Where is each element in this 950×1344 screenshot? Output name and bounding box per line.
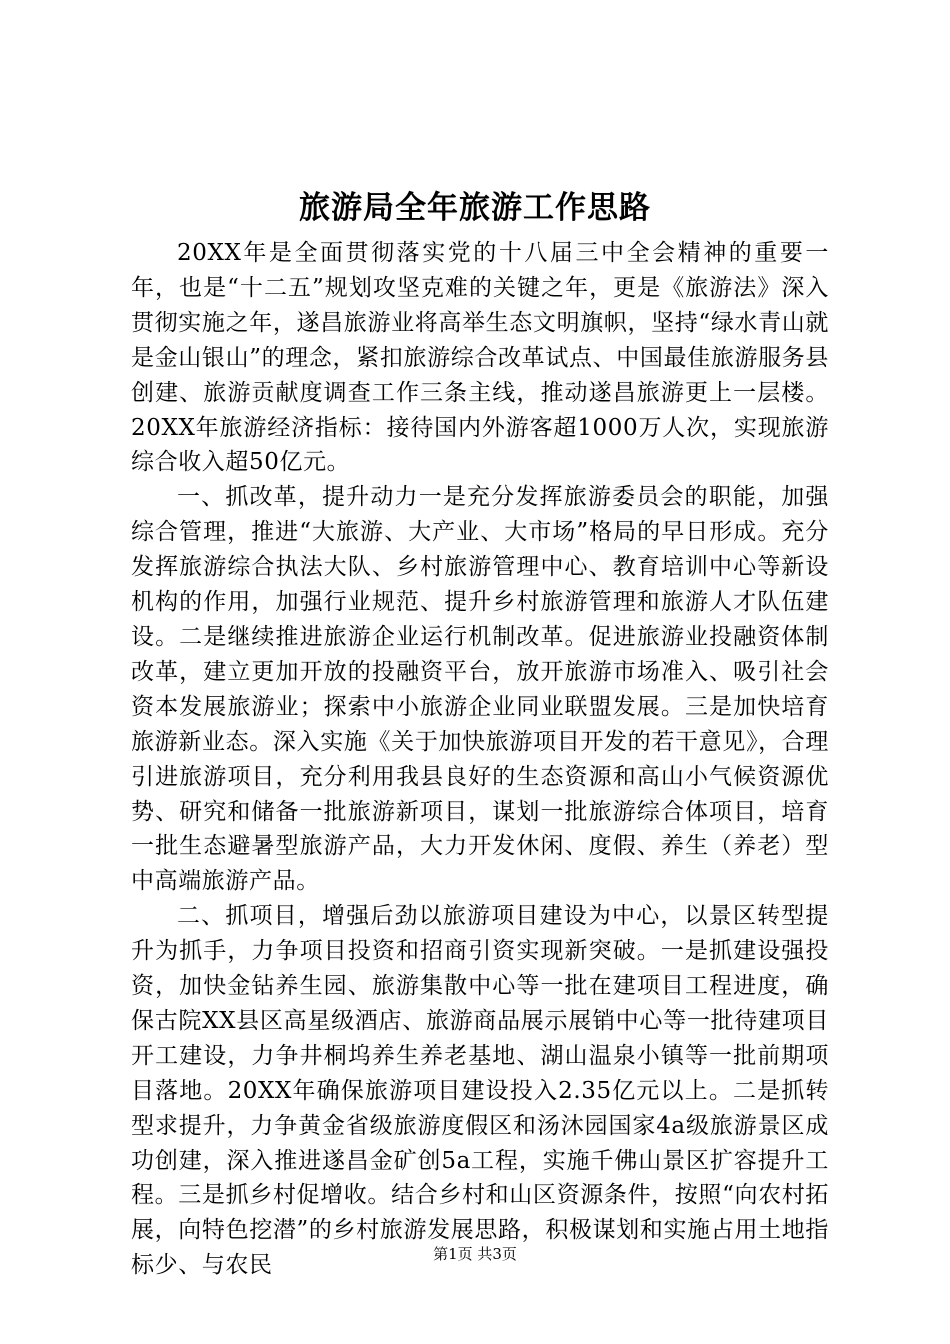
page-footer: 第1页 共3页	[433, 1245, 517, 1263]
document-body	[131, 236, 829, 1283]
paragraph-reform: 一、抓改革，提升动力一是充分发挥旅游委员会的职能，加强综合管理，推进“大旅游、大产业、大市场”格局的早日形成。充分发挥旅游综合执法大队、乡村旅游管理中心、教育培训中心等新设机构的作用，加强行业规范、提升乡村旅游管理和旅游人才队伍建设。二是继续推进旅游企业运行机制改革。促进旅游业投融资体制改革，建立更加开放的投融资平台，放开旅游市场准入、吸引社会资本发展旅游业；探索中小旅游企业同业联盟发展。三是加快培育旅游新业态。深入实施《关于加快旅游项目开发的若干意见》，合理引进旅游项目，充分利用我县良好的生态资源和高山小气候资源优势、研究和储备一批旅游新项目，谋划一批旅游综合体项目，培育一批生态避暑型旅游产品，大力开发休闲、度假、养生（养老）型中高端旅游产品。	[131, 484, 829, 895]
document-title: 旅游局全年旅游工作思路	[299, 190, 651, 226]
paragraph-projects: 二、抓项目，增强后劲以旅游项目建设为中心，以景区转型提升为抓手，力争项目投资和招商引资实现新突破。一是抓建设强投资，加快金钻养生园、旅游集散中心等一批在建项目工程进度，确保古院XX县区高星级酒店、旅游商品展示展销中心等一批待建项目开工建设，力争井桐坞养生养老基地、湖山温泉小镇等一批前期项目落地。20XX年确保旅游项目建设投入2.35亿元以上。二是抓转型求提升，力争黄金省级旅游度假区和汤沐园国家4a级旅游景区成功创建，深入推进遂昌金矿创5a工程，实施千佛山景区扩容提升工程。三是抓乡村促增收。结合乡村和山区资源条件，按照“向农村拓展，向特色挖潜”的乡村旅游发展思路，积极谋划和实施占用土地指标少、与农民	[131, 903, 829, 1279]
paragraph-intro: 20XX年是全面贯彻落实党的十八届三中全会精神的重要一年，也是“十二五”规划攻坚克难的关键之年，更是《旅游法》深入贯彻实施之年，遂昌旅游业将高举生态文明旗帜，坚持“绿水青山就是金山银山”的理念，紧扣旅游综合改革试点、中国最佳旅游服务县创建、旅游贡献度调查工作三条主线，推动遂昌旅游更上一层楼。20XX年旅游经济指标：接待国内外游客超1000万人次，实现旅游综合收入超50亿元。	[131, 240, 829, 476]
